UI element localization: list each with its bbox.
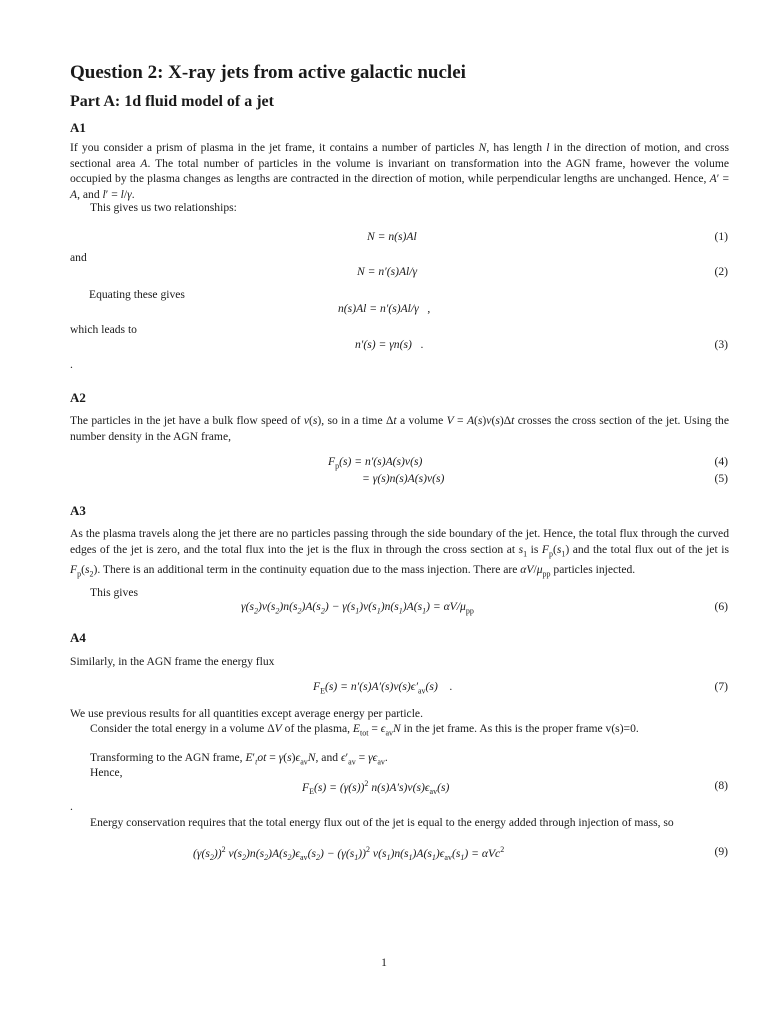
- stray-dot: .: [70, 800, 73, 813]
- question-title: Question 2: X-ray jets from active galactic nuclei: [70, 62, 466, 83]
- a4-paragraph-4: Transforming to the AGN frame, $E'_tot = \gamma(s)\epsilon_{av}N$, and $\epsilon'_{av} = \gamma\epsilon_{av}$.: [90, 751, 388, 767]
- a2-paragraph: The particles in the jet have a bulk flow speed of v(s), so in a time Δt a volume V = A(s)v(s)Δt crosses the cross section of the jet. Using the number density in the AGN frame,: [70, 414, 730, 443]
- equation-7: $F_E(s) = n'(s)A'(s)v(s)\epsilon'_{av}(s)$ .: [313, 680, 453, 696]
- equation-2: N = n′(s)Al/γ: [357, 265, 418, 278]
- equation-number: (1): [714, 230, 728, 243]
- equation-8: $F_E(s) = (\gamma(s))^2$ $n(s)A's)v(s)\epsilon_{av}(s)$: [302, 779, 450, 797]
- equation-number: (9): [714, 845, 728, 858]
- equation-number: (2): [714, 265, 728, 278]
- a1-paragraph-2: This gives us two relationships:: [90, 201, 237, 214]
- leads-label: which leads to: [70, 323, 137, 336]
- equation-5: = γ(s)n(s)A(s)v(s): [362, 472, 445, 485]
- equation-6: $\gamma(s_2)v(s_2)n(s_2)A(s_2) - \gamma(s_1)v(s_1)n(s_1)A(s_1) = \alpha V/\mu_{pp}$: [241, 600, 474, 616]
- equation-equate: n(s)Al = n′(s)Al/γ ,: [338, 302, 431, 315]
- equation-number: (3): [714, 338, 728, 351]
- a4-paragraph-2: We use previous results for all quantities except average energy per particle.: [70, 707, 423, 720]
- equation-number: (6): [714, 600, 728, 613]
- stray-dot: .: [70, 358, 73, 371]
- equation-number: (4): [714, 455, 728, 468]
- a3-paragraph: As the plasma travels along the jet there are no particles passing through the side boundary of the jet. Hence, the total flux through the curved edges of the jet is zero, and the total flux into the jet is the flux in through the cross section at $s_1$ is $F_p(s_1)$ and the total flux out of the jet is $F_p(s_2)$. There is an additional term in the continuity equation due to the mass injection. There are $\alpha V/\mu_{pp}$ particles injected.: [70, 527, 729, 578]
- equation-4: $F_p(s) = n'(s)A(s)v(s)$: [328, 455, 423, 471]
- a4-paragraph-3: Consider the total energy in a volume ΔV of the plasma, $E_{tot} = \epsilon_{av}N$ in the jet frame. As this is the proper frame v(s)=0.: [90, 722, 639, 738]
- page-number: 1: [381, 956, 387, 969]
- equation-1: N = n(s)Al: [367, 230, 417, 243]
- a4-paragraph: Similarly, in the AGN frame the energy flux: [70, 655, 275, 668]
- equation-3: n′(s) = γn(s) .: [355, 338, 424, 351]
- equation-number: (5): [714, 472, 728, 485]
- equation-9: $(\gamma(s_2))^2$ $v(s_2)n(s_2)A(s_2)\epsilon_{av}(s_2) - (\gamma(s_1))^2$ $v(s_1)n(s_1)A(s_1)\epsilon_{av}(s_1) = \alpha Vc^2$: [193, 845, 505, 863]
- gives-label: This gives: [90, 586, 138, 599]
- part-a-heading: Part A: 1d fluid model of a jet: [70, 93, 274, 110]
- a4-paragraph-5: Energy conservation requires that the total energy flux out of the jet is equal to the energy added through injection of mass, so: [90, 816, 674, 829]
- a1-paragraph: If you consider a prism of plasma in the jet frame, it contains a number of particles N, has length l in the direction of motion, and cross sectional area A. The total number of particles in the volume is invariant on transformation into the AGN frame, however the volume occupied by the plasma changes as lengths are contracted in the direction of motion, while perpendicular lengths are unchanged. Hence, A′ = A, and l′ = l/γ.: [70, 141, 730, 201]
- and-label: and: [70, 251, 87, 264]
- equation-number: (8): [714, 779, 728, 792]
- equating-label: Equating these gives: [89, 288, 185, 301]
- equation-number: (7): [714, 680, 728, 693]
- section-heading-a3: A3: [70, 503, 86, 518]
- section-heading-a4: A4: [70, 630, 86, 645]
- section-heading-a1: A1: [70, 120, 86, 135]
- section-heading-a2: A2: [70, 390, 86, 405]
- hence-label: Hence,: [90, 766, 123, 779]
